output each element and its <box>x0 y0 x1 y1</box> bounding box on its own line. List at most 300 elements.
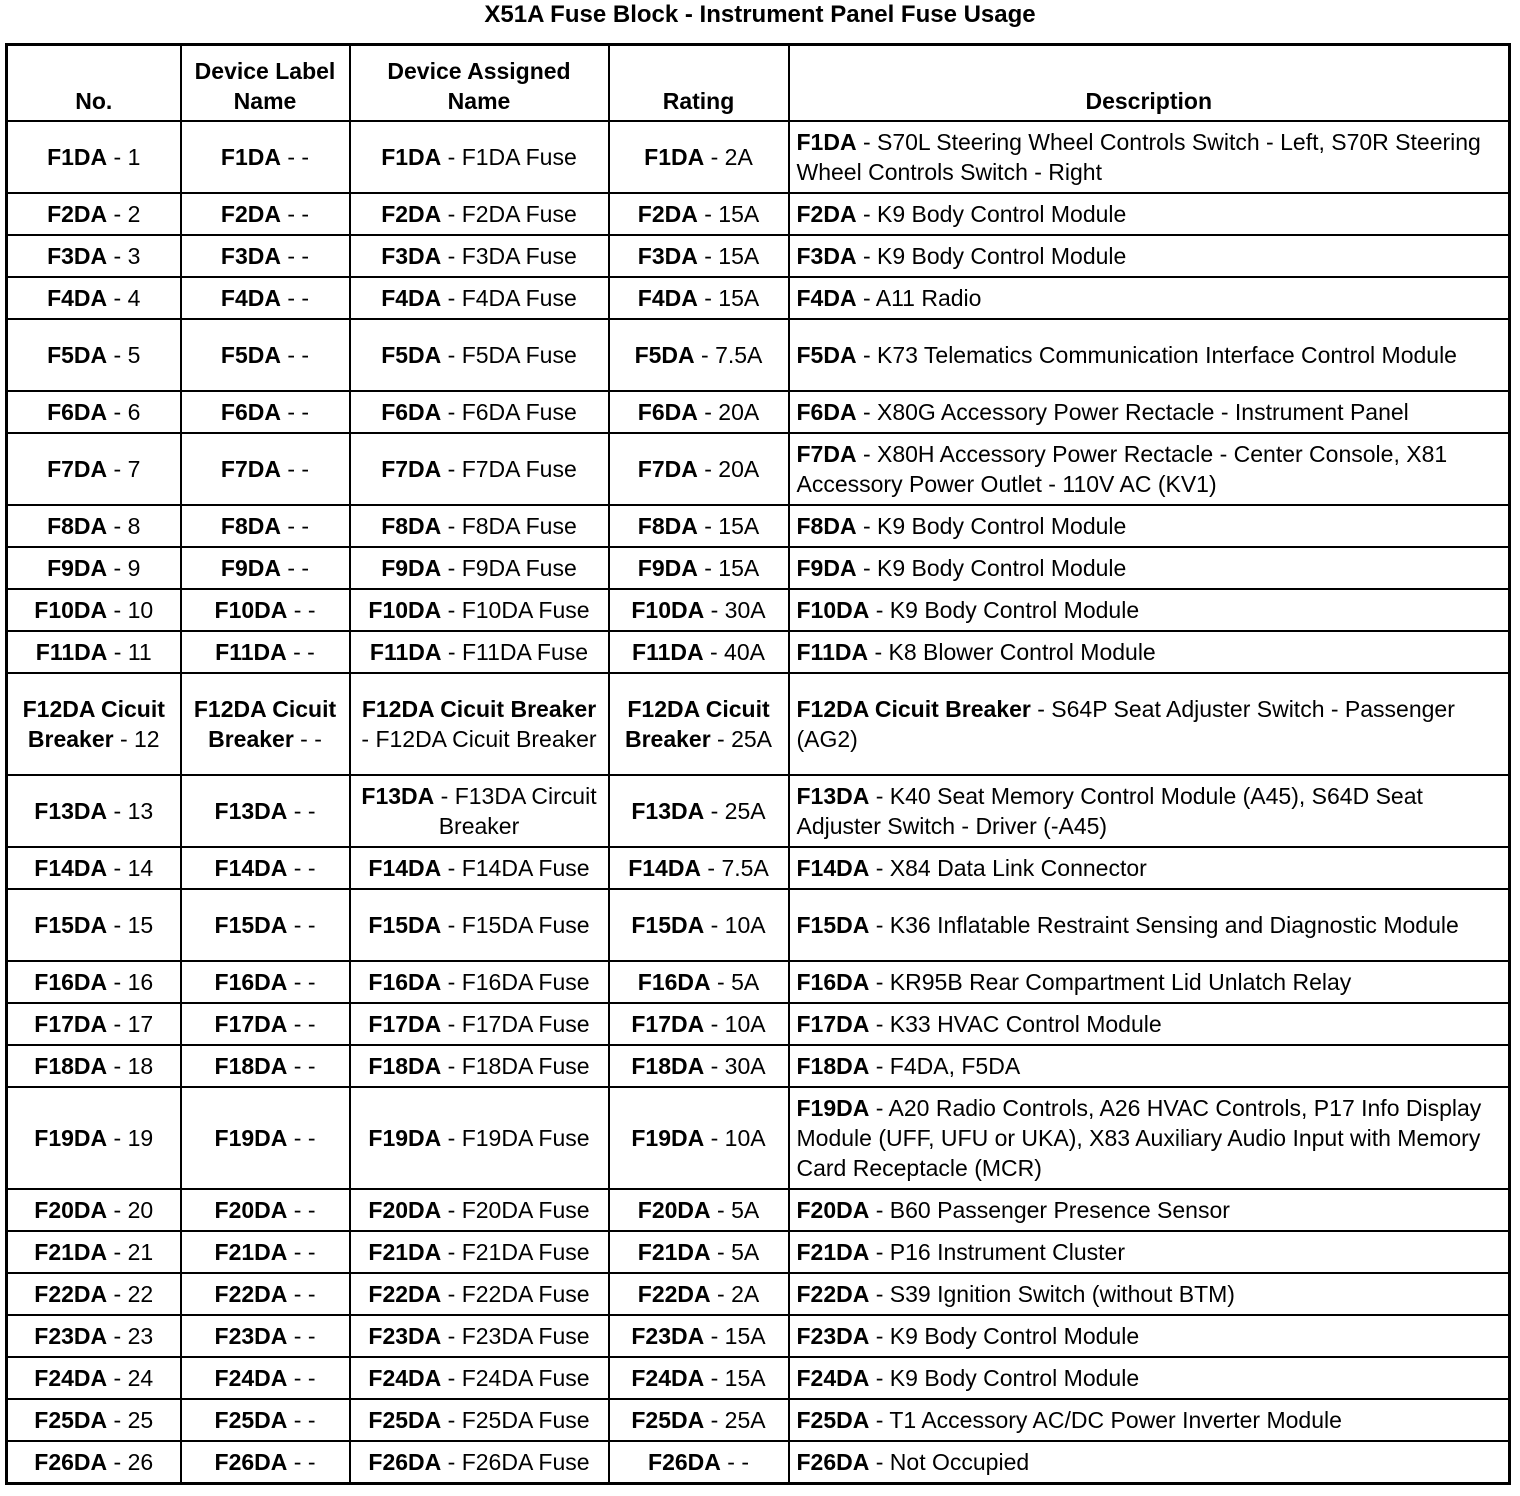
table-row <box>7 505 1510 547</box>
cell-device-assigned-name <box>350 277 609 319</box>
cell-rating <box>609 391 789 433</box>
cell-no-code: F15DA <box>34 912 108 938</box>
table-row <box>7 433 1510 505</box>
cell-device-label-name-code: F15DA <box>214 912 288 938</box>
cell-no-text: - 8 <box>107 513 141 539</box>
cell-rating-code: F24DA <box>631 1365 705 1391</box>
cell-rating-code: F6DA <box>637 399 698 425</box>
cell-device-label-name-text: - - <box>280 555 310 581</box>
cell-description-code: F5DA <box>796 342 857 368</box>
cell-device-assigned-name-code: F17DA <box>368 1011 442 1037</box>
cell-device-assigned-name <box>350 1045 609 1087</box>
cell-device-label-name-code: F11DA <box>215 639 287 665</box>
cell-description-text: - K73 Telematics Communication Interface Control Module <box>856 342 1457 368</box>
cell-device-assigned-name-text: - F16DA Fuse <box>441 969 590 995</box>
cell-device-label-name-code: F4DA <box>220 285 281 311</box>
cell-device-assigned-name <box>350 319 609 391</box>
cell-no-code: F20DA <box>34 1197 108 1223</box>
cell-device-assigned-name <box>350 631 609 673</box>
cell-device-assigned-name <box>350 1003 609 1045</box>
cell-device-assigned-name-text: - F15DA Fuse <box>441 912 590 938</box>
cell-rating-text: - 15A <box>697 513 760 539</box>
cell-rating-text: - 7.5A <box>694 342 763 368</box>
cell-rating-text: - 30A <box>704 597 766 623</box>
cell-device-label-name <box>181 889 350 961</box>
table-row <box>7 121 1510 193</box>
cell-device-label-name-text: - - <box>287 1011 316 1037</box>
cell-description-code: F16DA <box>796 969 870 995</box>
cell-rating <box>609 889 789 961</box>
cell-device-assigned-name-code: F24DA <box>368 1365 442 1391</box>
cell-no-text: - 18 <box>107 1053 154 1079</box>
cell-no-text: - 16 <box>107 969 154 995</box>
cell-device-label-name-code: F8DA <box>220 513 281 539</box>
cell-rating <box>609 1189 789 1231</box>
cell-device-label-name-code: F24DA <box>214 1365 288 1391</box>
cell-device-assigned-name-code: F11DA <box>369 639 442 665</box>
cell-description-text: - X80G Accessory Power Rectacle - Instrument Panel <box>856 399 1409 425</box>
cell-rating-text: - 30A <box>704 1053 766 1079</box>
cell-rating <box>609 319 789 391</box>
cell-description-code: F17DA <box>796 1011 870 1037</box>
cell-description <box>789 1357 1510 1399</box>
cell-description-text: - K9 Body Control Module <box>856 243 1127 269</box>
cell-description-code: F23DA <box>796 1323 870 1349</box>
cell-device-assigned-name <box>350 961 609 1003</box>
cell-device-label-name-text: - - <box>287 1323 316 1349</box>
cell-rating <box>609 1087 789 1189</box>
cell-rating <box>609 505 789 547</box>
cell-description-text: - X84 Data Link Connector <box>869 855 1147 881</box>
cell-device-assigned-name-text: - F22DA Fuse <box>441 1281 590 1307</box>
cell-device-assigned-name-text: - F17DA Fuse <box>441 1011 590 1037</box>
cell-rating <box>609 1357 789 1399</box>
cell-no <box>7 547 181 589</box>
cell-device-label-name-text: - - <box>287 1281 316 1307</box>
cell-device-label-name-code: F13DA <box>214 798 288 824</box>
cell-no-code: F5DA <box>47 342 108 368</box>
cell-device-assigned-name <box>350 1273 609 1315</box>
cell-rating <box>609 847 789 889</box>
cell-device-label-name <box>181 847 350 889</box>
cell-description <box>789 775 1510 847</box>
cell-rating-code: F13DA <box>631 798 705 824</box>
cell-description-code: F7DA <box>796 441 857 467</box>
cell-device-label-name-text: - - <box>287 912 316 938</box>
cell-rating-text: - 5A <box>710 1239 760 1265</box>
cell-rating-code: F23DA <box>631 1323 705 1349</box>
cell-device-assigned-name-text: - F23DA Fuse <box>441 1323 590 1349</box>
cell-description <box>789 505 1510 547</box>
cell-rating-code: F1DA <box>644 144 705 170</box>
cell-rating-text: - 15A <box>697 285 760 311</box>
cell-device-assigned-name <box>350 505 609 547</box>
cell-no-text: - 4 <box>107 285 141 311</box>
cell-description <box>789 1189 1510 1231</box>
cell-description <box>789 1087 1510 1189</box>
cell-rating-text: - 15A <box>704 1323 766 1349</box>
cell-no-code: F18DA <box>34 1053 108 1079</box>
table-row <box>7 1189 1510 1231</box>
cell-rating-text: - 40A <box>703 639 765 665</box>
table-row <box>7 847 1510 889</box>
cell-device-label-name <box>181 961 350 1003</box>
cell-device-label-name-code: F14DA <box>214 855 288 881</box>
cell-device-assigned-name-text: - F25DA Fuse <box>441 1407 590 1433</box>
cell-device-assigned-name <box>350 1231 609 1273</box>
cell-rating-code: F25DA <box>631 1407 705 1433</box>
cell-device-assigned-name <box>350 1189 609 1231</box>
cell-description-text: - K9 Body Control Module <box>869 1365 1140 1391</box>
cell-rating-text: - 25A <box>710 726 773 752</box>
cell-no-code: F7DA <box>47 456 108 482</box>
cell-no <box>7 1003 181 1045</box>
cell-rating-code: F15DA <box>631 912 705 938</box>
cell-rating <box>609 1003 789 1045</box>
cell-device-assigned-name-text: - F12DA Cicuit Breaker <box>361 726 597 752</box>
cell-no-text: - 19 <box>107 1125 154 1151</box>
cell-device-assigned-name-code: F25DA <box>368 1407 442 1433</box>
cell-device-assigned-name-code: F13DA <box>361 783 435 809</box>
cell-device-label-name-text: - - <box>287 1448 316 1475</box>
cell-device-assigned-name <box>350 433 609 505</box>
cell-device-assigned-name-code: F2DA <box>381 201 442 227</box>
cell-description-code: F21DA <box>796 1239 870 1265</box>
cell-rating-text: - 20A <box>697 399 760 425</box>
table-row <box>7 1045 1510 1087</box>
cell-no-text: - 1 <box>107 144 141 170</box>
cell-description <box>789 961 1510 1003</box>
cell-device-assigned-name-code: F12DA Cicuit Breaker <box>361 696 597 722</box>
cell-no-text: - 24 <box>107 1365 154 1391</box>
cell-description-code: F9DA <box>796 555 857 581</box>
cell-description <box>789 1441 1510 1483</box>
cell-device-label-name-code: F1DA <box>220 144 281 170</box>
cell-no <box>7 1045 181 1087</box>
cell-device-label-name-text: - - <box>287 1239 316 1265</box>
cell-description-text: - T1 Accessory AC/DC Power Inverter Module <box>869 1407 1342 1433</box>
cell-device-assigned-name-text: - F26DA Fuse <box>441 1448 590 1475</box>
cell-device-label-name-text: - - <box>287 1407 316 1433</box>
cell-device-label-name <box>181 1441 350 1483</box>
cell-no <box>7 1231 181 1273</box>
cell-device-label-name <box>181 673 350 775</box>
table-row <box>7 589 1510 631</box>
cell-rating <box>609 1045 789 1087</box>
cell-rating-text: - 10A <box>704 1011 766 1037</box>
cell-device-assigned-name-code: F20DA <box>368 1197 442 1223</box>
table-row <box>7 319 1510 391</box>
cell-description <box>789 547 1510 589</box>
cell-no-code: F19DA <box>34 1125 108 1151</box>
cell-rating-code: F14DA <box>628 855 702 881</box>
cell-device-label-name-code: F21DA <box>214 1239 288 1265</box>
cell-rating <box>609 1231 789 1273</box>
cell-description <box>789 121 1510 193</box>
cell-no-text: - 13 <box>107 798 154 824</box>
cell-rating <box>609 673 789 775</box>
cell-no <box>7 1357 181 1399</box>
cell-device-assigned-name <box>350 121 609 193</box>
table-row <box>7 193 1510 235</box>
cell-device-assigned-name-code: F23DA <box>368 1323 442 1349</box>
cell-device-assigned-name-code: F16DA <box>368 969 442 995</box>
cell-rating-text: - 25A <box>704 1407 766 1433</box>
cell-no <box>7 1273 181 1315</box>
cell-device-label-name <box>181 235 350 277</box>
cell-rating-code: F5DA <box>634 342 695 368</box>
cell-device-label-name-text: - - <box>286 639 315 665</box>
cell-device-label-name <box>181 1231 350 1273</box>
cell-description <box>789 1399 1510 1441</box>
cell-rating-code: F7DA <box>637 456 698 482</box>
cell-description-code: F26DA <box>796 1448 870 1475</box>
cell-description-text: - K9 Body Control Module <box>869 597 1140 623</box>
cell-description <box>789 631 1510 673</box>
cell-device-label-name <box>181 1189 350 1231</box>
cell-device-label-name <box>181 1315 350 1357</box>
cell-description-text: - X80H Accessory Power Rectacle - Center Console, X81 Accessory Power Outlet - 110V AC (KV1) <box>796 441 1448 497</box>
cell-device-label-name-code: F7DA <box>220 456 281 482</box>
cell-device-label-name-code: F17DA <box>214 1011 288 1037</box>
cell-device-assigned-name-code: F26DA <box>368 1448 442 1475</box>
cell-device-assigned-name <box>350 673 609 775</box>
cell-rating <box>609 775 789 847</box>
cell-device-assigned-name <box>350 847 609 889</box>
table-row <box>7 1357 1510 1399</box>
header-description: Description <box>789 45 1510 122</box>
cell-rating <box>609 1441 789 1483</box>
cell-rating <box>609 1273 789 1315</box>
cell-description-code: F20DA <box>796 1197 870 1223</box>
cell-description-text: - Not Occupied <box>869 1448 1030 1475</box>
table-row <box>7 391 1510 433</box>
cell-no-code: F1DA <box>47 144 108 170</box>
cell-device-assigned-name-code: F6DA <box>381 399 442 425</box>
cell-device-assigned-name-code: F22DA <box>368 1281 442 1307</box>
cell-description-code: F18DA <box>796 1053 870 1079</box>
cell-rating-text: - 10A <box>704 1125 766 1151</box>
cell-description-text: - A20 Radio Controls, A26 HVAC Controls, P17 Info Display Module (UFF, UFU or UKA), X83 Auxiliary Audio Input with Memory Card Receptacle (MCR) <box>796 1095 1482 1181</box>
cell-device-assigned-name <box>350 1315 609 1357</box>
cell-no <box>7 1399 181 1441</box>
cell-device-assigned-name-code: F5DA <box>381 342 442 368</box>
cell-device-assigned-name-code: F15DA <box>368 912 442 938</box>
cell-rating <box>609 631 789 673</box>
page-title: X51A Fuse Block - Instrument Panel Fuse Usage <box>484 1 1036 28</box>
cell-no-text: - 17 <box>107 1011 154 1037</box>
cell-no-code: F6DA <box>47 399 108 425</box>
cell-device-assigned-name-text: - F7DA Fuse <box>441 456 577 482</box>
cell-device-assigned-name <box>350 1357 609 1399</box>
cell-device-assigned-name <box>350 889 609 961</box>
table-row <box>7 1087 1510 1189</box>
cell-device-label-name-code: F16DA <box>214 969 288 995</box>
cell-no <box>7 391 181 433</box>
cell-rating-text: - 10A <box>704 912 766 938</box>
cell-device-assigned-name <box>350 1087 609 1189</box>
cell-device-assigned-name-text: - F20DA Fuse <box>441 1197 590 1223</box>
cell-device-label-name-text: - - <box>287 597 316 623</box>
table-row <box>7 235 1510 277</box>
cell-description-code: F15DA <box>796 912 870 938</box>
cell-no-code: F12DA Cicuit Breaker <box>22 696 165 752</box>
cell-rating <box>609 961 789 1003</box>
cell-rating-text: - - <box>720 1448 749 1475</box>
cell-rating-text: - 25A <box>704 798 766 824</box>
cell-device-assigned-name-text: - F21DA Fuse <box>441 1239 590 1265</box>
cell-description-text: - B60 Passenger Presence Sensor <box>869 1197 1230 1223</box>
cell-device-label-name <box>181 1045 350 1087</box>
cell-device-assigned-name <box>350 547 609 589</box>
cell-device-assigned-name-code: F9DA <box>381 555 442 581</box>
cell-no-text: - 5 <box>107 342 141 368</box>
cell-rating-code: F4DA <box>637 285 698 311</box>
cell-no-text: - 10 <box>107 597 154 623</box>
cell-rating-code: F12DA Cicuit Breaker <box>624 696 770 752</box>
table-row <box>7 1273 1510 1315</box>
cell-description <box>789 1315 1510 1357</box>
table-row <box>7 673 1510 775</box>
cell-device-label-name-code: F20DA <box>214 1197 288 1223</box>
cell-device-assigned-name-text: - F11DA Fuse <box>441 639 589 665</box>
cell-device-label-name-text: - - <box>280 342 310 368</box>
cell-description-text: - P16 Instrument Cluster <box>869 1239 1126 1265</box>
cell-device-label-name <box>181 1357 350 1399</box>
cell-rating-text: - 5A <box>710 969 760 995</box>
cell-device-label-name-text: - - <box>287 798 316 824</box>
cell-no-text: - 6 <box>107 399 141 425</box>
cell-description <box>789 589 1510 631</box>
cell-description-text: - K40 Seat Memory Control Module (A45), S64D Seat Adjuster Switch - Driver (-A45) <box>796 783 1423 839</box>
cell-description-code: F3DA <box>796 243 857 269</box>
cell-no-code: F22DA <box>34 1281 108 1307</box>
cell-device-assigned-name <box>350 1399 609 1441</box>
cell-description-text: - K8 Blower Control Module <box>868 639 1156 665</box>
cell-no-code: F2DA <box>47 201 108 227</box>
cell-description <box>789 193 1510 235</box>
cell-description-code: F4DA <box>796 285 857 311</box>
cell-no-code: F10DA <box>34 597 108 623</box>
cell-rating-code: F18DA <box>631 1053 705 1079</box>
header-device-assigned-name: Device Assigned Name <box>350 45 609 122</box>
cell-no-code: F13DA <box>34 798 108 824</box>
cell-description-text: - K9 Body Control Module <box>856 201 1127 227</box>
cell-no-code: F23DA <box>34 1323 108 1349</box>
table-row <box>7 1441 1510 1483</box>
cell-description <box>789 319 1510 391</box>
cell-rating-text: - 15A <box>697 555 760 581</box>
cell-no-text: - 23 <box>107 1323 154 1349</box>
cell-device-label-name-text: - - <box>287 969 316 995</box>
table-row <box>7 1003 1510 1045</box>
cell-rating-text: - 7.5A <box>701 855 769 881</box>
table-row <box>7 1231 1510 1273</box>
cell-rating-text: - 15A <box>704 1365 766 1391</box>
cell-device-label-name-text: - - <box>287 855 316 881</box>
cell-device-label-name <box>181 277 350 319</box>
cell-device-label-name-text: - - <box>280 144 310 170</box>
cell-description-code: F13DA <box>796 783 870 809</box>
cell-device-label-name-code: F18DA <box>214 1053 288 1079</box>
cell-no <box>7 889 181 961</box>
cell-rating-code: F9DA <box>637 555 698 581</box>
cell-description-text: - S39 Ignition Switch (without BTM) <box>869 1281 1235 1307</box>
cell-device-assigned-name-text: - F24DA Fuse <box>441 1365 590 1391</box>
cell-description <box>789 391 1510 433</box>
cell-no <box>7 1441 181 1483</box>
cell-no-code: F14DA <box>34 855 108 881</box>
cell-description-text: - K36 Inflatable Restraint Sensing and Diagnostic Module <box>869 912 1459 938</box>
cell-rating <box>609 193 789 235</box>
cell-no-text: - 9 <box>107 555 141 581</box>
cell-description-text: - S70L Steering Wheel Controls Switch - Left, S70R Steering Wheel Controls Switch - Right <box>796 129 1481 185</box>
cell-rating <box>609 235 789 277</box>
cell-device-label-name-text: - - <box>287 1365 316 1391</box>
cell-no <box>7 1087 181 1189</box>
cell-no-text: - 21 <box>107 1239 154 1265</box>
cell-description-code: F24DA <box>796 1365 870 1391</box>
cell-no-text: - 11 <box>107 639 152 665</box>
table-row <box>7 277 1510 319</box>
cell-rating <box>609 589 789 631</box>
cell-device-assigned-name-text: - F3DA Fuse <box>441 243 577 269</box>
table-row <box>7 1399 1510 1441</box>
cell-device-assigned-name <box>350 589 609 631</box>
cell-device-label-name-code: F2DA <box>220 201 281 227</box>
cell-rating <box>609 1399 789 1441</box>
cell-no-text: - 20 <box>107 1197 154 1223</box>
cell-device-label-name <box>181 1087 350 1189</box>
cell-no <box>7 961 181 1003</box>
cell-description-code: F25DA <box>796 1407 870 1433</box>
cell-no <box>7 319 181 391</box>
cell-device-label-name <box>181 1273 350 1315</box>
cell-no <box>7 631 181 673</box>
cell-rating-code: F16DA <box>637 969 711 995</box>
table-row <box>7 961 1510 1003</box>
cell-rating-code: F19DA <box>631 1125 705 1151</box>
cell-device-label-name <box>181 193 350 235</box>
cell-no-text: - 2 <box>107 201 141 227</box>
cell-rating-text: - 2A <box>704 144 753 170</box>
cell-device-assigned-name-text: - F6DA Fuse <box>441 399 577 425</box>
cell-rating-text: - 15A <box>697 243 760 269</box>
cell-device-label-name-code: F22DA <box>214 1281 288 1307</box>
cell-rating-code: F10DA <box>631 597 705 623</box>
cell-device-label-name-text: - - <box>280 399 310 425</box>
cell-rating-code: F21DA <box>637 1239 711 1265</box>
cell-device-label-name <box>181 121 350 193</box>
cell-description-code: F1DA <box>796 129 857 155</box>
cell-device-assigned-name-text: - F18DA Fuse <box>441 1053 590 1079</box>
cell-description <box>789 673 1510 775</box>
cell-no-code: F11DA <box>35 639 108 665</box>
cell-device-assigned-name-code: F8DA <box>381 513 442 539</box>
cell-device-assigned-name-code: F1DA <box>381 144 442 170</box>
table-row <box>7 1315 1510 1357</box>
cell-no <box>7 277 181 319</box>
cell-no-code: F25DA <box>34 1407 108 1433</box>
cell-device-assigned-name-text: - F14DA Fuse <box>441 855 590 881</box>
cell-device-label-name-code: F10DA <box>214 597 288 623</box>
cell-description <box>789 1003 1510 1045</box>
header-no: No. <box>7 45 181 122</box>
cell-device-assigned-name-code: F18DA <box>368 1053 442 1079</box>
cell-no <box>7 121 181 193</box>
cell-rating <box>609 121 789 193</box>
cell-device-label-name-text: - - <box>287 1197 316 1223</box>
